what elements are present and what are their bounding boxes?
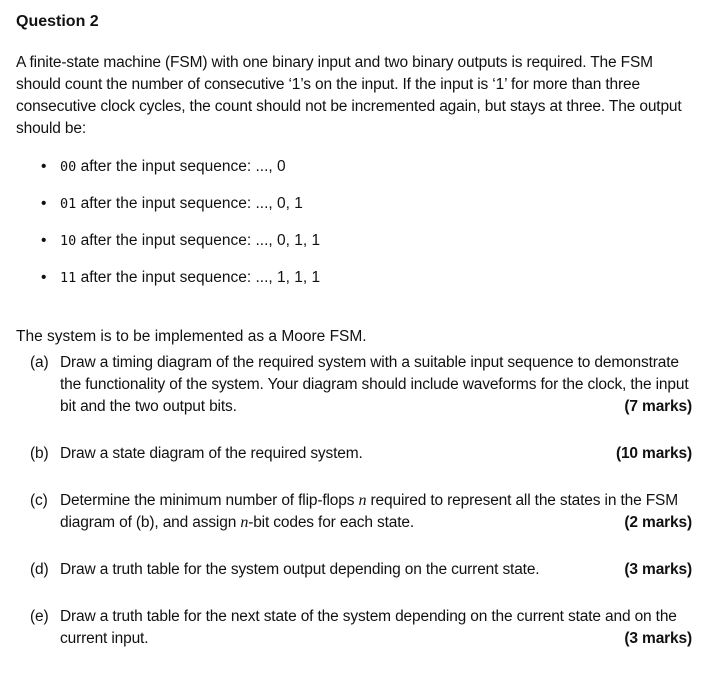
part-e: [16, 606, 692, 650]
variable-n: n: [358, 492, 367, 509]
bullet-icon: •: [41, 269, 47, 286]
part-marks: (2 marks): [624, 514, 692, 531]
part-text: required to represent all the states in the FSM diagram of (b), and assign: [60, 492, 678, 531]
output-text: after the input sequence: ..., 0: [80, 158, 286, 175]
output-code: 11: [60, 270, 77, 286]
question-intro: A finite-state machine (FSM) with one binary input and two binary outputs is required. The FSM should count the number of consecutive ‘1’s on the input. If the input is ‘1’ for more than three consecutive clock cycles, the count should not be incremented again, but stays at three. The output should be:: [16, 54, 682, 137]
part-b: [16, 443, 692, 465]
output-item: [16, 267, 696, 304]
output-text: after the input sequence: ..., 1, 1, 1: [80, 269, 321, 286]
part-label: (c): [30, 492, 48, 509]
part-label: (b): [30, 445, 49, 462]
part-label: (a): [30, 354, 49, 371]
output-code: 10: [60, 233, 77, 249]
part-marks: (3 marks): [624, 630, 692, 647]
output-code: 01: [60, 196, 77, 212]
part-label: (d): [30, 561, 49, 578]
variable-n: n: [240, 514, 249, 531]
bullet-icon: •: [41, 158, 47, 175]
part-text: -bit codes for each state.: [248, 514, 415, 531]
part-marks: (7 marks): [624, 398, 692, 415]
part-label: (e): [30, 608, 49, 625]
part-text: Draw a truth table for the system output depending on the current state.: [60, 561, 540, 578]
output-code: 00: [60, 159, 77, 175]
output-text: after the input sequence: ..., 0, 1, 1: [80, 232, 321, 249]
output-list: [16, 156, 696, 304]
output-item: [16, 230, 696, 267]
question-page: [16, 10, 696, 675]
bullet-icon: •: [41, 232, 47, 249]
part-text: Draw a truth table for the next state of the system depending on the current state and on the current input.: [60, 608, 677, 647]
output-text: after the input sequence: ..., 0, 1: [80, 195, 303, 212]
part-text: Draw a state diagram of the required system.: [60, 445, 363, 462]
output-item: [16, 156, 696, 193]
part-text: Draw a timing diagram of the required system with a suitable input sequence to demonstrate the functionality of the system. Your diagram should include waveforms for the clock, the input bit and the two output bits.: [60, 354, 689, 415]
part-marks: (3 marks): [624, 561, 692, 578]
output-item: [16, 193, 696, 230]
part-d: [16, 559, 692, 581]
part-text: Determine the minimum number of flip-flops: [60, 492, 355, 509]
bullet-icon: •: [41, 195, 47, 212]
moore-statement: The system is to be implemented as a Moore FSM.: [16, 328, 367, 345]
parts-list: [16, 352, 696, 650]
question-title: Question 2: [16, 13, 99, 30]
part-c: [16, 490, 692, 534]
part-a: [16, 352, 692, 418]
part-marks: (10 marks): [615, 445, 692, 462]
